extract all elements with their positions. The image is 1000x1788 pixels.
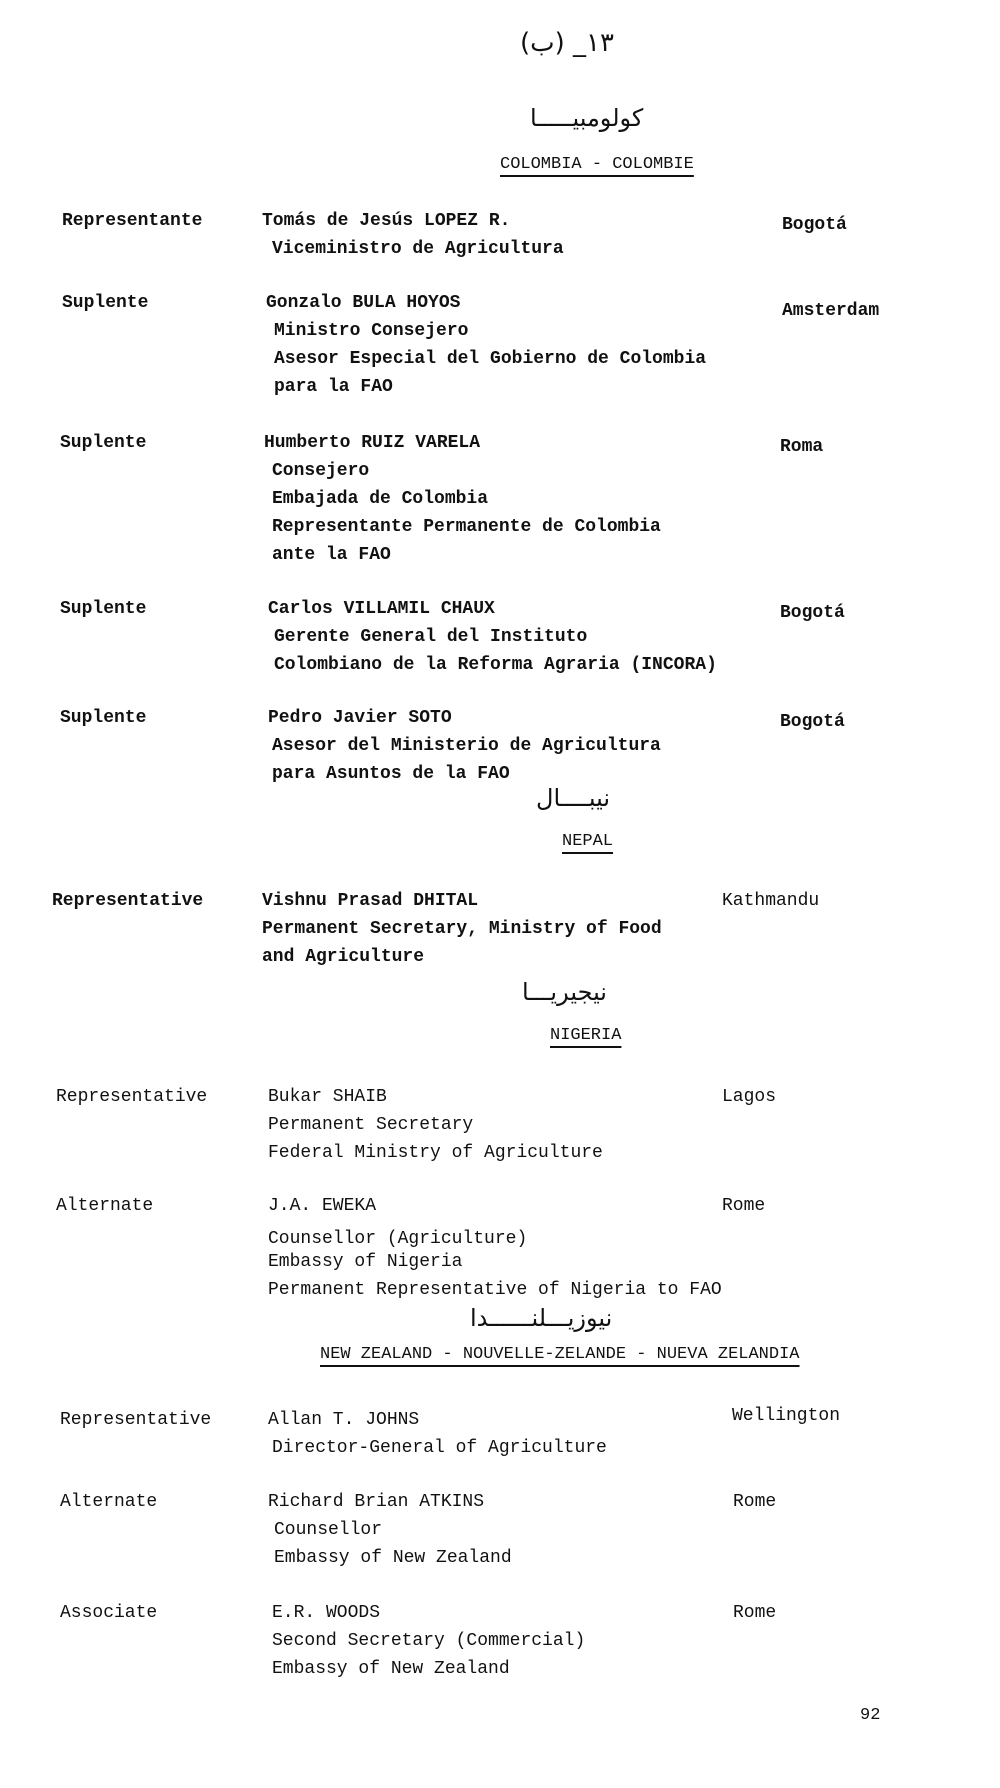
delegate-title: Asesor Especial del Gobierno de Colombia — [274, 349, 707, 369]
delegate-role: Suplente — [60, 708, 147, 728]
delegate-city: Lagos — [722, 1087, 777, 1107]
delegate-title: Embassy of New Zealand — [274, 1548, 512, 1568]
delegate-title: Colombiano de la Reforma Agraria (INCORA) — [274, 655, 717, 675]
delegate-title: Asesor del Ministerio de Agricultura — [272, 736, 661, 756]
delegate-role: Associate — [60, 1603, 158, 1623]
delegate-role: Alternate — [56, 1196, 154, 1216]
delegate-city: Bogotá — [780, 603, 845, 623]
section-arabic-title: نيجيريـــا — [522, 978, 607, 1006]
delegate-details — [262, 207, 564, 263]
delegate-name: E.R. WOODS — [272, 1603, 381, 1623]
delegate-title: Permanent Representative of Nigeria to FAO — [268, 1280, 722, 1300]
delegate-title: Embassy of New Zealand — [272, 1659, 510, 1679]
delegate-name: Richard Brian ATKINS — [268, 1492, 485, 1512]
section-heading: NIGERIA — [550, 1026, 622, 1045]
delegate-role: Representative — [52, 891, 204, 911]
delegate-role: Representante — [62, 211, 203, 231]
delegate-role: Representative — [60, 1410, 212, 1430]
delegate-title: Counsellor — [274, 1520, 383, 1540]
delegate-role: Suplente — [60, 599, 147, 619]
delegate-role: Alternate — [60, 1492, 158, 1512]
delegate-city: Rome — [733, 1603, 777, 1623]
delegate-name: Vishnu Prasad DHITAL — [262, 891, 479, 911]
delegate-name: Humberto RUIZ VARELA — [264, 433, 481, 453]
delegate-role: Suplente — [62, 293, 149, 313]
delegate-details — [268, 1406, 607, 1462]
delegate-details — [268, 1083, 603, 1167]
delegate-name: Bukar SHAIB — [268, 1087, 387, 1107]
page-header: ١٣_ (ب) — [520, 28, 614, 58]
delegate-name: Allan T. JOHNS — [268, 1410, 420, 1430]
delegate-details — [262, 887, 662, 971]
delegate-title: Second Secretary (Commercial) — [272, 1631, 586, 1651]
delegate-city: Kathmandu — [722, 891, 820, 911]
delegate-title: Permanent Secretary, Ministry of Food — [262, 919, 662, 939]
delegate-city: Rome — [733, 1492, 777, 1512]
delegate-title: Consejero — [272, 461, 370, 481]
delegate-city: Roma — [780, 437, 824, 457]
section-arabic-title: كولومبيـــــا — [530, 104, 644, 132]
delegate-title: para Asuntos de la FAO — [272, 764, 510, 784]
delegate-details — [268, 1192, 722, 1304]
section-heading: NEPAL — [562, 832, 614, 851]
delegate-name: Carlos VILLAMIL CHAUX — [268, 599, 495, 619]
delegate-title: Viceministro de Agricultura — [272, 239, 564, 259]
delegate-city: Wellington — [732, 1406, 841, 1426]
section-heading: NEW ZEALAND - NOUVELLE-ZELANDE - NUEVA ZELANDIA — [320, 1345, 800, 1364]
delegate-title: Ministro Consejero — [274, 321, 469, 341]
delegate-name: J.A. EWEKA — [268, 1196, 377, 1216]
section-arabic-title: نيبــــال — [536, 784, 611, 812]
delegate-title: Permanent Secretary — [268, 1115, 474, 1135]
delegate-name: Pedro Javier SOTO — [268, 708, 452, 728]
delegate-role: Representative — [56, 1087, 208, 1107]
delegate-name: Gonzalo BULA HOYOS — [266, 293, 461, 313]
section-arabic-title: نيوزيـــلنــــــدا — [470, 1304, 613, 1332]
delegate-title: Federal Ministry of Agriculture — [268, 1143, 603, 1163]
delegate-title: para la FAO — [274, 377, 393, 397]
delegate-city: Bogotá — [782, 215, 847, 235]
delegate-details — [268, 595, 717, 679]
delegate-title: Representante Permanente de Colombia — [272, 517, 661, 537]
page-number: 92 — [860, 1706, 881, 1725]
delegate-title: and Agriculture — [262, 947, 425, 967]
delegate-title: Director-General of Agriculture — [272, 1438, 607, 1458]
delegate-title: Gerente General del Instituto — [274, 627, 588, 647]
delegate-title: Embassy of Nigeria — [268, 1252, 463, 1272]
delegate-city: Bogotá — [780, 712, 845, 732]
delegate-city: Amsterdam — [782, 301, 880, 321]
delegate-details — [268, 1488, 512, 1572]
delegate-role: Suplente — [60, 433, 147, 453]
delegate-city: Rome — [722, 1196, 766, 1216]
delegate-name: Tomás de Jesús LOPEZ R. — [262, 211, 511, 231]
delegate-details — [266, 289, 706, 401]
delegate-title: Embajada de Colombia — [272, 489, 489, 509]
delegate-details — [272, 1599, 585, 1683]
delegate-details — [268, 704, 661, 788]
section-heading: COLOMBIA - COLOMBIE — [500, 155, 694, 174]
delegate-title: ante la FAO — [272, 545, 391, 565]
delegate-details — [264, 429, 661, 569]
delegate-title: Counsellor (Agriculture) — [268, 1229, 528, 1249]
